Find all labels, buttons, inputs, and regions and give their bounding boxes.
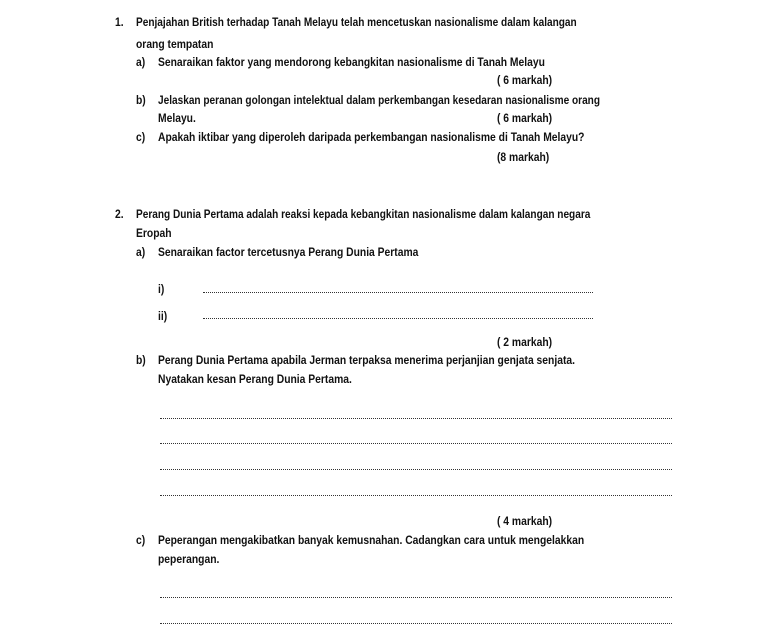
q2a-marks: ( 2 markah) — [497, 335, 553, 349]
q2a-item-2-label: ii) — [158, 309, 168, 323]
q2c-text-line2: peperangan. — [158, 552, 220, 566]
q2b-text-line2: Nyatakan kesan Perang Dunia Pertama. — [158, 372, 352, 386]
q2a-text: Senaraikan factor tercetusnya Perang Dunia Pertama — [158, 245, 419, 259]
q2-text-line1: Perang Dunia Pertama adalah reaksi kepada kebangkitan nasionalisme dalam kalangan negara — [136, 207, 591, 221]
q1b-text-line2: Melayu. — [158, 111, 196, 125]
q2-text-line2: Eropah — [136, 226, 172, 240]
q2a-label: a) — [136, 245, 146, 259]
q2c-label: c) — [136, 533, 146, 547]
q1c-marks: (8 markah) — [497, 150, 550, 164]
q2b-text-line1: Perang Dunia Pertama apabila Jerman terpaksa menerima perjanjian genjata senjata. — [158, 353, 575, 367]
q1-text-line1: Penjajahan British terhadap Tanah Melayu telah mencetuskan nasionalisme dalam kalangan — [136, 15, 577, 29]
q1b-label: b) — [136, 93, 146, 107]
q2a-item-2-answer-line[interactable] — [203, 318, 593, 319]
q2b-answer-line[interactable] — [160, 418, 672, 419]
q1c-text: Apakah iktibar yang diperoleh daripada perkembangan nasionalisme di Tanah Melayu? — [158, 130, 585, 144]
q1a-text: Senaraikan faktor yang mendorong kebangkitan nasionalisme di Tanah Melayu — [158, 55, 545, 69]
q2-number: 2. — [115, 207, 124, 221]
q1-text-line2: orang tempatan — [136, 37, 214, 51]
q2b-answer-line[interactable] — [160, 469, 672, 470]
q2b-answer-line[interactable] — [160, 495, 672, 496]
q2c-answer-line[interactable] — [160, 623, 672, 624]
q1c-label: c) — [136, 130, 146, 144]
q2c-answer-line[interactable] — [160, 597, 672, 598]
q1b-text-line1: Jelaskan peranan golongan intelektual dalam perkembangan kesedaran nasionalisme orang — [158, 93, 600, 107]
q1-number: 1. — [115, 15, 124, 29]
q2b-marks: ( 4 markah) — [497, 514, 553, 528]
q2b-answer-line[interactable] — [160, 443, 672, 444]
q2a-item-1-label: i) — [158, 282, 165, 296]
q1a-label: a) — [136, 55, 146, 69]
q2a-item-1-answer-line[interactable] — [203, 292, 593, 293]
q1b-marks: ( 6 markah) — [497, 111, 553, 125]
q2c-text-line1: Peperangan mengakibatkan banyak kemusnahan. Cadangkan cara untuk mengelakkan — [158, 533, 585, 547]
q2b-label: b) — [136, 353, 146, 367]
q1a-marks: ( 6 markah) — [497, 73, 553, 87]
